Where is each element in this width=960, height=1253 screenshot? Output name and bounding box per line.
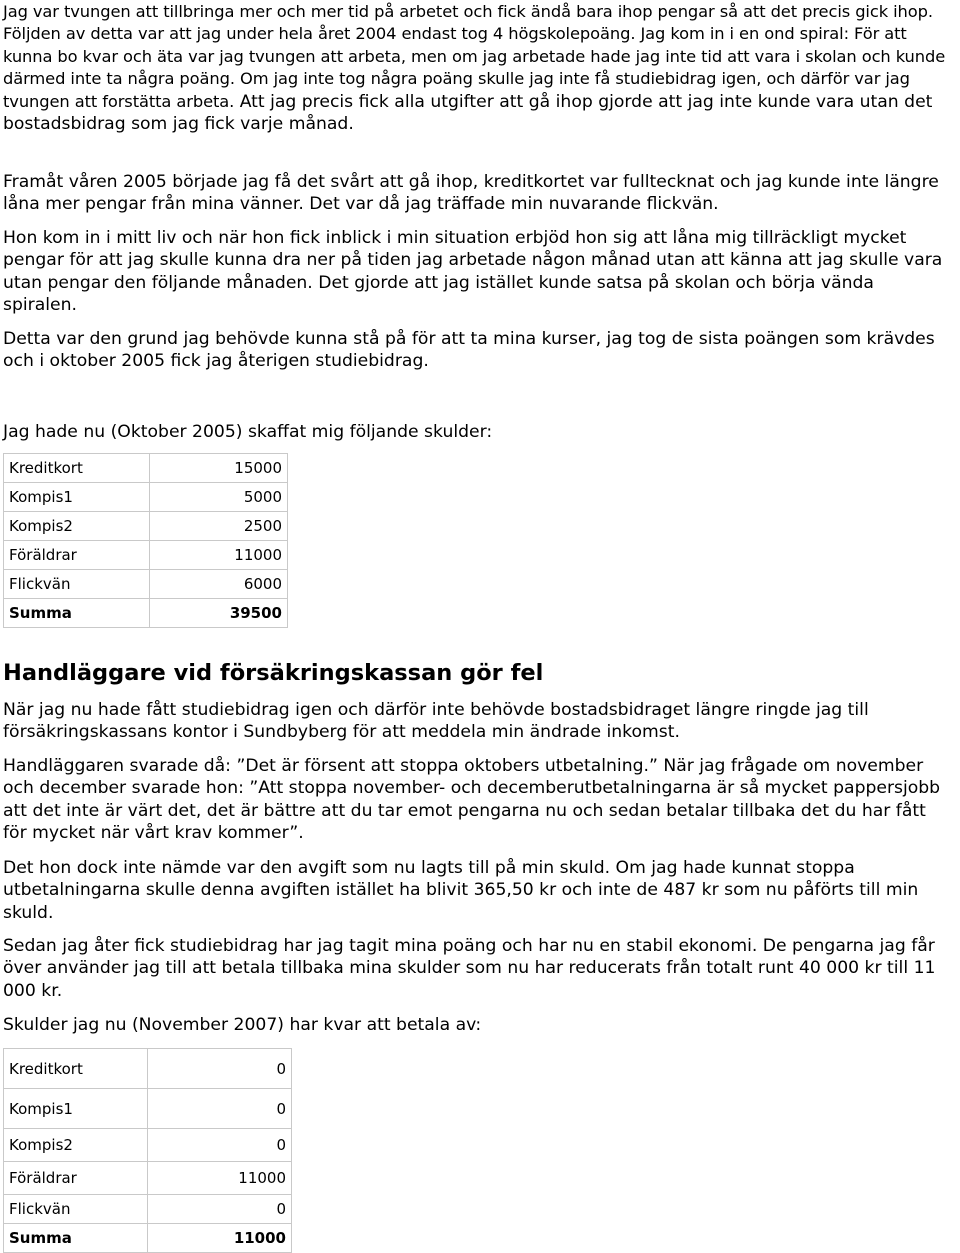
debt-amount: 0 (148, 1089, 292, 1129)
debt-label: Kompis2 (4, 512, 150, 541)
intro-paragraph-1-part-b: Om jag inte tog några poäng skulle jag inte få studiebidrag igen, och därför var jag tvungen att forstätta arbeta. (3, 69, 910, 111)
table-row (4, 541, 288, 570)
table-row (4, 1049, 292, 1089)
debt-amount: 15000 (150, 454, 288, 483)
table-row (4, 483, 288, 512)
section-heading: Handläggare vid försäkringskassan gör fel (3, 660, 544, 686)
intro-paragraph-3: Hon kom in i mitt liv och när hon fick inblick i min situation erbjöd hon sig att låna mig tillräckligt mycket pengar för att jag skulle kunna dra ner på tiden jag arbetade någon månad utan att känna att jag skulle vara utan pengar den följande månaden. Det gjorde att jag istället kunde satsa på skolan och börja vända spiralen. (3, 228, 943, 316)
section-paragraph-2: Handläggaren svarade då: ”Det är försent att stoppa oktobers utbetalning.” När jag frågade om november och december svarade hon: ”Att stoppa november- och decemberutbetalningarna är så mycket pappersjobb att det inte är värt det, det är bättre att du tar emot pengarna nu och sedan betalar tillbaka det du har fått för mycket när vårt krav kommer”. (3, 756, 941, 844)
debt-label: Föräldrar (4, 541, 150, 570)
sum-label: Summa (4, 1224, 148, 1253)
table-row (4, 1195, 292, 1224)
section-paragraph-4: Sedan jag åter fick studiebidrag har jag tagit mina poäng och har nu en stabil ekonomi. De pengarna jag får över använder jag till att betala tillbaka mina skulder som nu har reducerats från totalt runt 40 000 kr till 11 000 kr. (3, 936, 936, 1001)
table-row (4, 512, 288, 541)
table-sum-row (4, 599, 288, 628)
table-row (4, 1162, 292, 1195)
debt-amount: 11000 (148, 1162, 292, 1195)
debt-label: Kompis1 (4, 1089, 148, 1129)
debts-2005-caption: Jag hade nu (Oktober 2005) skaffat mig följande skulder: (3, 422, 493, 442)
debt-label: Flickvän (4, 570, 150, 599)
debt-amount: 11000 (150, 541, 288, 570)
table-row (4, 454, 288, 483)
debt-label: Kreditkort (4, 454, 150, 483)
section-paragraph-3: Det hon dock inte nämde var den avgift som nu lagts till på min skuld. Om jag hade kunnat stoppa utbetalningarna skulle denna avgiften istället ha blivit 365,50 kr och inte de 487 kr som nu påförts till min skuld. (3, 858, 919, 923)
debt-amount: 0 (148, 1195, 292, 1224)
table-row (4, 570, 288, 599)
debt-label: Flickvän (4, 1195, 148, 1224)
sum-label: Summa (4, 599, 150, 628)
debt-amount: 5000 (150, 483, 288, 512)
table-row (4, 1089, 292, 1129)
debts-2007-caption: Skulder jag nu (November 2007) har kvar att betala av: (3, 1015, 482, 1035)
intro-paragraph-1-part-a: Jag var tvungen att tillbringa mer och mer tid på arbetet och fick ändå bara ihop pengar så att det precis gick ihop. Följden av detta var att jag under hela året 2004 endast tog 4 högskolepoäng. Jag kom in i en ond spiral: För att kunna bo kvar och äta var jag tvungen att arbeta, men om jag arbetade hade jag inte tid att vara i skolan och kunde därmed inte ta några poäng. (3, 2, 946, 89)
intro-paragraph-1-part-c: Att jag precis fick alla utgifter att gå ihop gjorde att jag inte kunde vara utan det bostadsbidrag som jag fick varje månad. (3, 91, 933, 135)
sum-amount: 39500 (150, 599, 288, 628)
debt-amount: 0 (148, 1049, 292, 1089)
section-paragraph-1: När jag nu hade fått studiebidrag igen och därför inte behövde bostadsbidraget längre ringde jag till försäkringskassans kontor i Sundbyberg för att meddela min ändrade inkomst. (3, 700, 869, 743)
sum-amount: 11000 (148, 1224, 292, 1253)
debt-label: Föräldrar (4, 1162, 148, 1195)
table-sum-row (4, 1224, 292, 1253)
intro-paragraph-1 (3, 1, 953, 135)
debt-label: Kreditkort (4, 1049, 148, 1089)
debt-amount: 0 (148, 1129, 292, 1162)
intro-paragraph-4: Detta var den grund jag behövde kunna stå på för att ta mina kurser, jag tog de sista poängen som krävdes och i oktober 2005 fick jag återigen studiebidrag. (3, 329, 935, 372)
debt-label: Kompis1 (4, 483, 150, 512)
debt-label: Kompis2 (4, 1129, 148, 1162)
debts-2007-table (3, 1048, 292, 1253)
debts-2005-table (3, 453, 288, 628)
table-row (4, 1129, 292, 1162)
debt-amount: 6000 (150, 570, 288, 599)
intro-paragraph-2: Framåt våren 2005 började jag få det svårt att gå ihop, kreditkortet var fulltecknat och jag kunde inte längre låna mer pengar från mina vänner. Det var då jag träffade min nuvarande flickvän. (3, 172, 939, 215)
debt-amount: 2500 (150, 512, 288, 541)
